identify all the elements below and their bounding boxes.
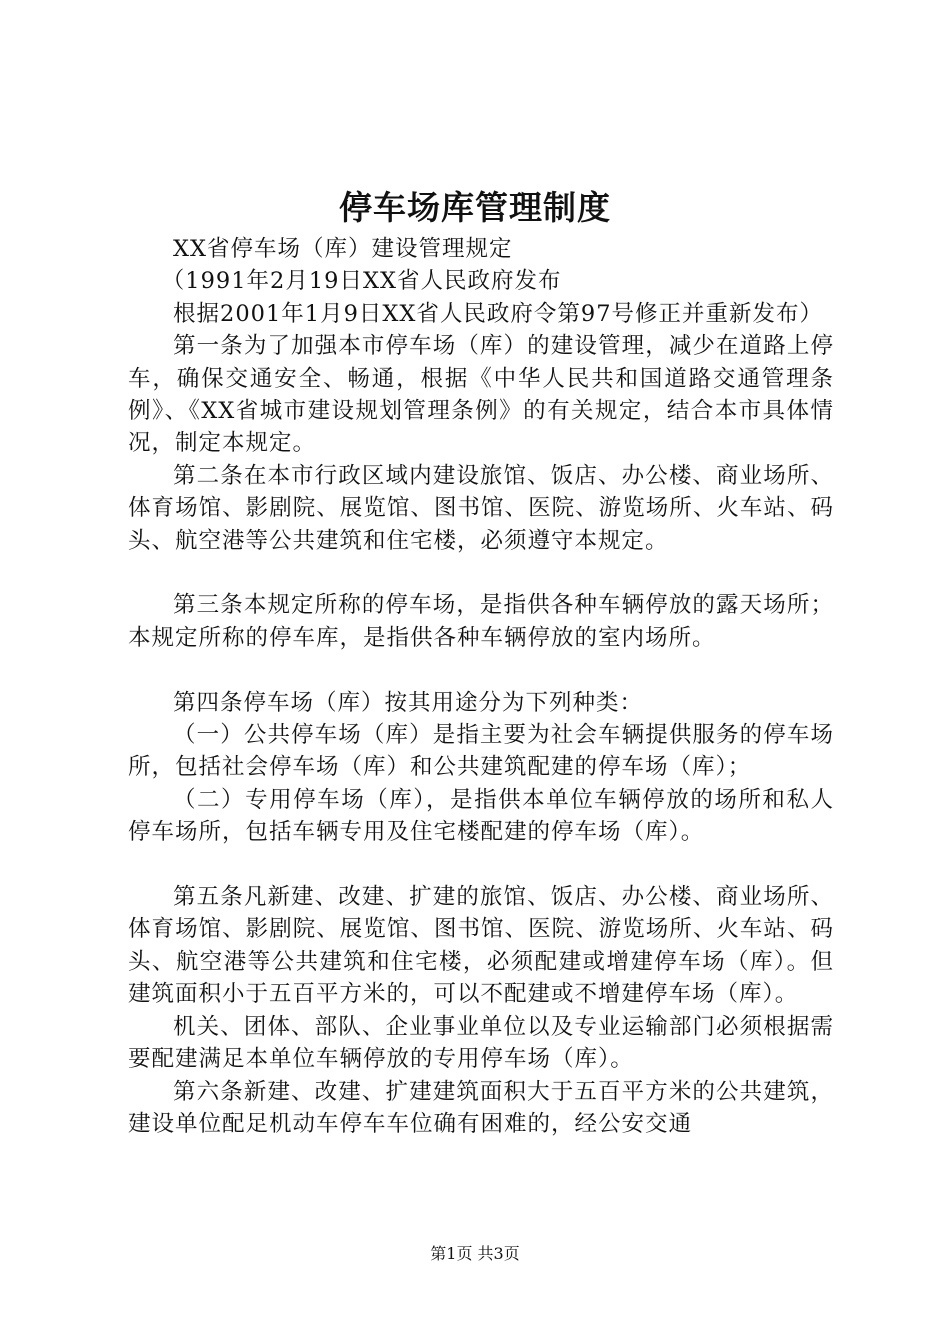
paragraph-article-6: 第六条新建、改建、扩建建筑面积大于五百平方米的公共建筑，建设单位配足机动车停车车位确有困难的，经公安交通 xyxy=(128,1078,834,1137)
paragraph-article-2: 第二条在本市行政区域内建设旅馆、饭店、办公楼、商业场所、体育场馆、影剧院、展览馆、图书馆、医院、游览场所、火车站、码头、航空港等公共建筑和住宅楼，必须遵守本规定。 xyxy=(128,462,834,554)
document-title: 停车场库管理制度 xyxy=(339,188,611,227)
paragraph-article-4-item-2: （二）专用停车场（库），是指供本单位车辆停放的场所和私人停车场所，包括车辆专用及住宅楼配建的停车场（库）。 xyxy=(128,786,834,846)
paragraph-amendment: 根据2001年1月9日XX省人民政府令第97号修正并重新发布） xyxy=(173,300,824,327)
paragraph-issue-date: （1991年2月19日XX省人民政府发布 xyxy=(161,268,562,295)
paragraph-regulation-name: XX省停车场（库）建设管理规定 xyxy=(173,236,513,262)
paragraph-article-3: 第三条本规定所称的停车场，是指供各种车辆停放的露天场所；本规定所称的停车库，是指供各种车辆停放的室内场所。 xyxy=(128,592,834,651)
paragraph-article-4-item-1: （一）公共停车场（库）是指主要为社会车辆提供服务的停车场所，包括社会停车场（库）和公共建筑配建的停车场（库）； xyxy=(128,722,834,781)
paragraph-article-5-clause-2: 机关、团体、部队、企业事业单位以及专业运输部门必须根据需要配建满足本单位车辆停放的专用停车场（库）。 xyxy=(128,1013,834,1073)
paragraph-article-4: 第四条停车场（库）按其用途分为下列种类： xyxy=(173,689,644,716)
page-footer: 第1页 共3页 xyxy=(430,1244,520,1263)
paragraph-article-1: 第一条为了加强本市停车场（库）的建设管理，减少在道路上停车，确保交通安全、畅通，根据《中华人民共和国道路交通管理条例》、《XX省城市建设规划管理条例》的有关规定，结合本市具体情况，制定本规定。 xyxy=(128,333,834,457)
document-body xyxy=(128,233,834,1140)
paragraph-article-5: 第五条凡新建、改建、扩建的旅馆、饭店、办公楼、商业场所、体育场馆、影剧院、展览馆、图书馆、医院、游览场所、火车站、码头、航空港等公共建筑和住宅楼，必须配建或增建停车场（库）。但建筑面积小于五百平方米的，可以不配建或不增建停车场（库）。 xyxy=(128,884,834,1008)
